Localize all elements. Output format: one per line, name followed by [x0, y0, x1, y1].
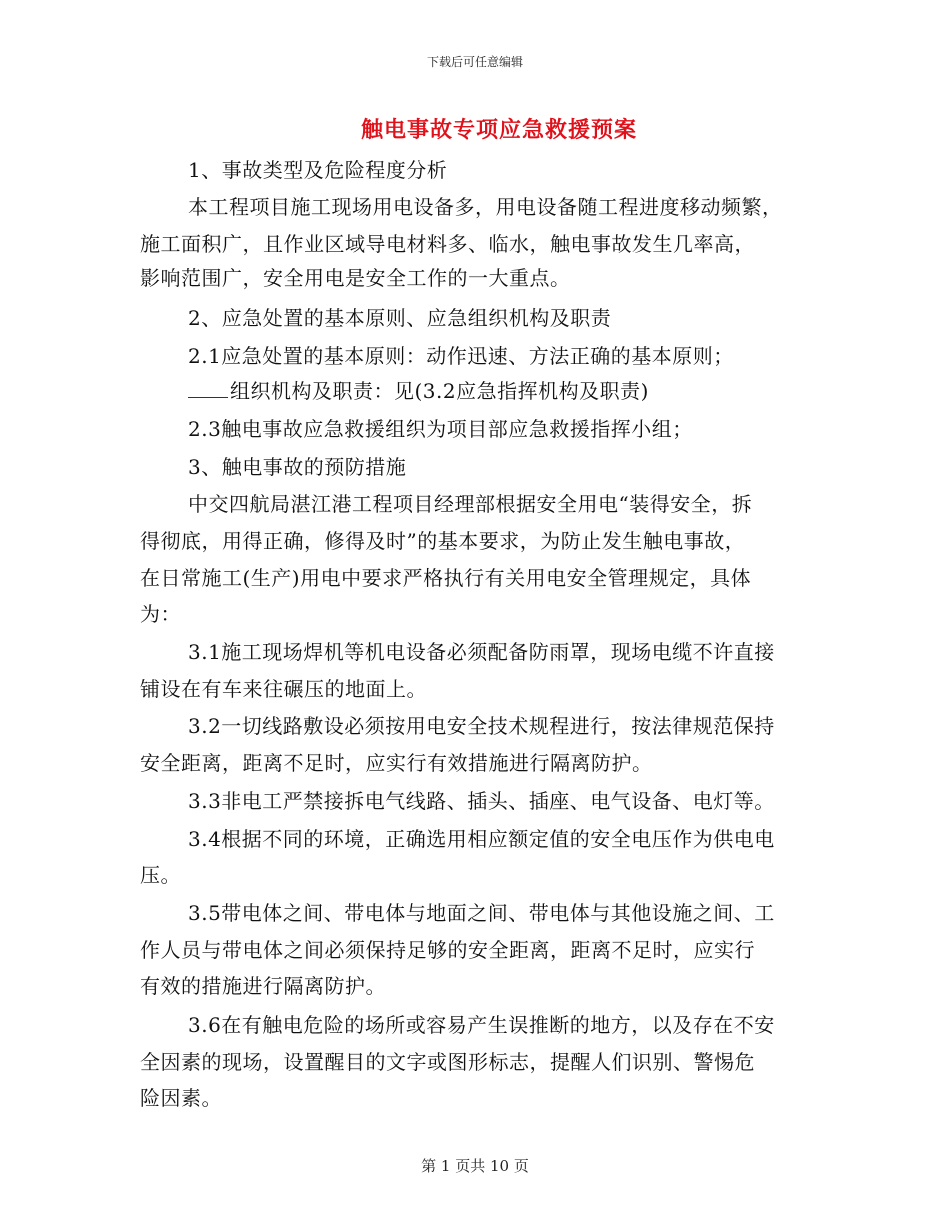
paragraph-line: 3.4根据不同的环境，正确选用相应额定值的安全电压作为供电电	[188, 827, 775, 851]
page-header: 下载后可任意编辑	[426, 55, 523, 69]
line-text: 组织机构及职责：见(3.2应急指挥机构及职责)	[230, 379, 649, 403]
section-heading-3: 3、触电事故的预防措施	[188, 455, 407, 479]
paragraph-line: 施工面积广，且作业区域导电材料多、临水，触电事故发生几率高，	[140, 232, 755, 256]
paragraph-line: 3.5带电体之间、带电体与地面之间、带电体与其他设施之间、工	[188, 901, 775, 925]
paragraph-line: 影响范围广，安全用电是安全工作的一大重点。	[140, 266, 571, 290]
paragraph-line: 中交四航局湛江港工程项目经理部根据安全用电“装得安全，拆	[188, 492, 753, 516]
paragraph-line: 2.3触电事故应急救援组织为项目部应急救援指挥小组；	[188, 417, 693, 441]
blank-underline	[188, 396, 228, 398]
paragraph-line: 在日常施工(生产)用电中要求严格执行有关用电安全管理规定，具体	[140, 566, 752, 590]
section-heading-1: 1、事故类型及危险程度分析	[188, 158, 448, 182]
section-heading-2: 2、应急处置的基本原则、应急组织机构及职责	[188, 306, 612, 330]
paragraph-line: 作人员与带电体之间必须保持足够的安全距离，距离不足时，应实行	[140, 938, 755, 962]
paragraph-line: 铺设在有车来往碾压的地面上。	[140, 677, 427, 701]
paragraph-line: 3.3非电工严禁接拆电气线路、插头、插座、电气设备、电灯等。	[188, 789, 775, 813]
paragraph-line: 3.1施工现场焊机等机电设备必须配备防雨罩，现场电缆不许直接	[188, 640, 775, 664]
paragraph-line	[188, 378, 649, 404]
paragraph-line: 为：	[140, 602, 181, 626]
document-title: 触电事故专项应急救援预案	[360, 117, 637, 143]
paragraph-line: 压。	[140, 863, 181, 887]
paragraph-line: 有效的措施进行隔离防护。	[140, 974, 386, 998]
page-footer: 第 1 页共 10 页	[421, 1157, 529, 1175]
paragraph-line: 3.6在有触电危险的场所或容易产生误推断的地方，以及存在不安	[188, 1013, 775, 1037]
paragraph-line: 安全距离，距离不足时，应实行有效措施进行隔离防护。	[140, 751, 653, 775]
paragraph-line: 全因素的现场，设置醒目的文字或图形标志，提醒人们识别、警惕危	[140, 1050, 755, 1074]
paragraph-line: 2.1应急处置的基本原则：动作迅速、方法正确的基本原则；	[188, 344, 734, 368]
paragraph-line: 本工程项目施工现场用电设备多，用电设备随工程进度移动频繁，	[188, 195, 783, 219]
paragraph-line: 3.2一切线路敷设必须按用电安全技术规程进行，按法律规范保持	[188, 714, 775, 738]
paragraph-line: 险因素。	[140, 1086, 222, 1110]
paragraph-line: 得彻底，用得正确，修得及时”的基本要求，为防止发生触电事故，	[140, 529, 746, 553]
